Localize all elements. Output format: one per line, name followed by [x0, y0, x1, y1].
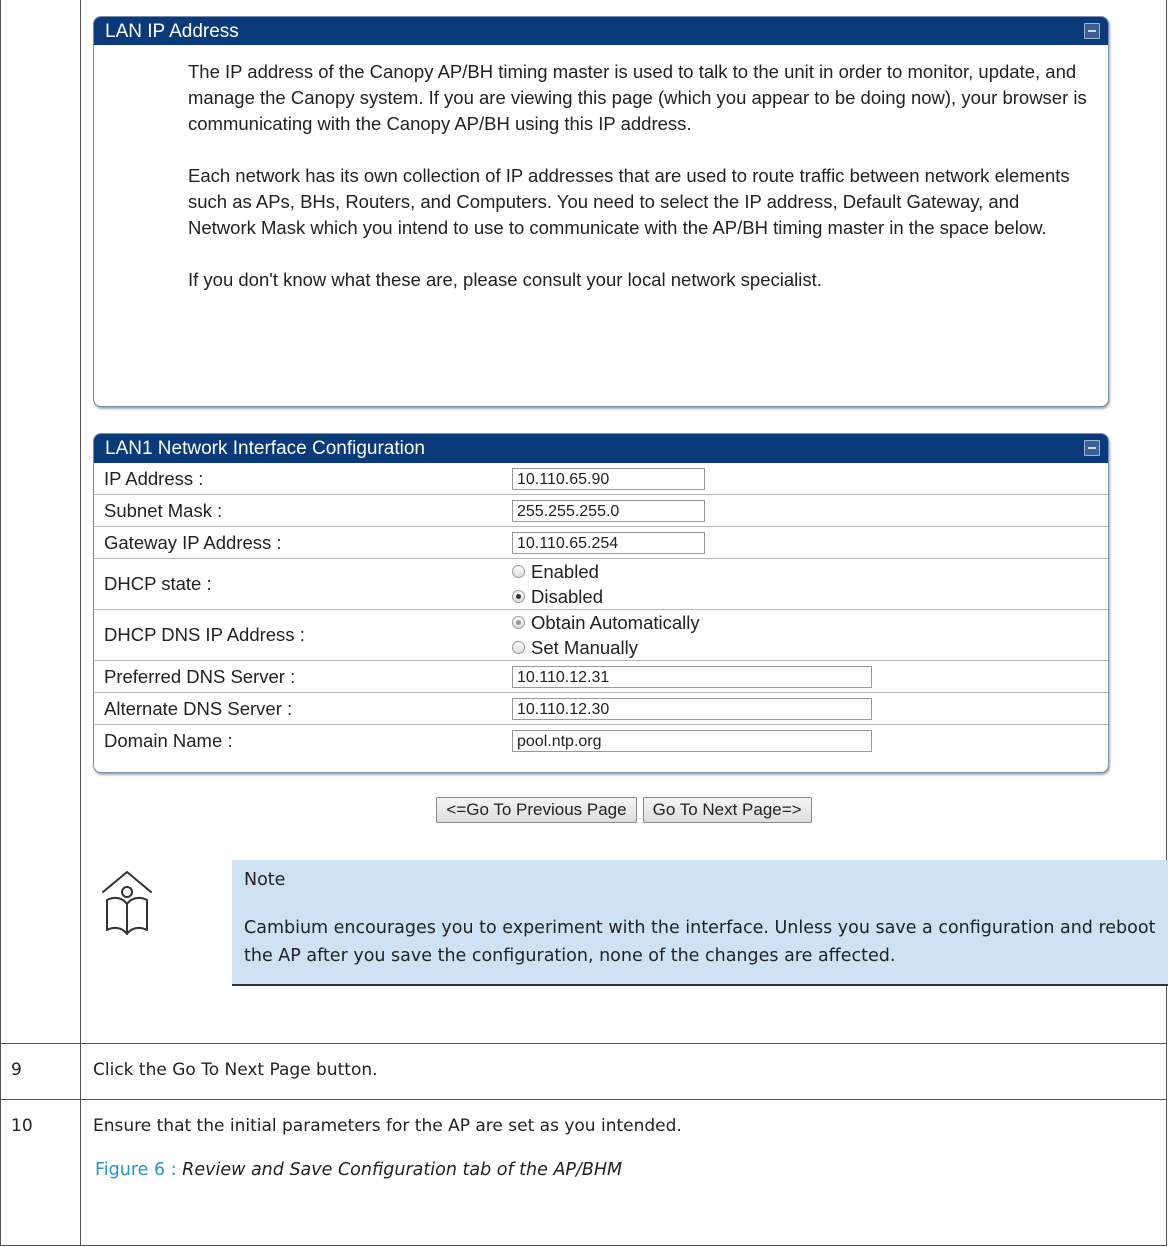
config-row-ip-address [94, 463, 1108, 495]
dhcp-enabled-option[interactable] [512, 559, 1108, 584]
config-table [94, 463, 1108, 756]
ip-address-input[interactable]: 10.110.65.90 [512, 468, 705, 490]
panel-header [94, 17, 1108, 45]
gateway-ip-input[interactable]: 10.110.65.254 [512, 532, 705, 554]
dns-obtain-automatically-option[interactable] [512, 610, 1108, 635]
field-label: Subnet Mask : [94, 495, 502, 527]
radio-button[interactable] [512, 565, 525, 578]
config-row-gateway [94, 527, 1108, 559]
lan-ip-panel [93, 16, 1109, 407]
navigation-buttons [81, 797, 1167, 823]
intro-paragraph: Each network has its own collection of IP addresses that are used to route traffic between network elements such as APs, BHs, Routers, and Computers. You need to select the IP address, Default Gateway, and Network Mask which you intend to use to communicate with the AP/BH timing master in the space below. [188, 165, 1070, 238]
field-label: DHCP DNS IP Address : [94, 610, 502, 661]
intro-text [94, 45, 1108, 309]
step-text: Click the Go To Next Page button. [81, 1044, 1167, 1100]
radio-label: Disabled [531, 585, 603, 607]
step-number-cell [1, 0, 81, 1044]
previous-page-button[interactable]: <=Go To Previous Page [436, 797, 636, 823]
field-label: Alternate DNS Server : [94, 693, 502, 725]
lan1-config-panel [93, 433, 1109, 773]
note-box [232, 860, 1168, 986]
field-label: IP Address : [94, 463, 502, 495]
panel-title: LAN IP Address [105, 21, 239, 42]
intro-paragraph: The IP address of the Canopy AP/BH timing master is used to talk to the unit in order to monitor, update, and manage the Canopy system. If you are viewing this page (which you appear to be doing now), your browser is communicating with the Canopy AP/BH using this IP address. [188, 61, 1087, 134]
next-page-button[interactable]: Go To Next Page=> [643, 797, 812, 823]
radio-button[interactable] [512, 641, 525, 654]
field-label: Preferred DNS Server : [94, 661, 502, 693]
intro-paragraph: If you don't know what these are, please consult your local network specialist. [188, 269, 822, 290]
step-number: 9 [1, 1044, 81, 1100]
step-content-cell [81, 0, 1167, 1044]
radio-button-selected[interactable] [512, 616, 525, 629]
step-row [1, 1100, 1167, 1246]
dns-set-manually-option[interactable] [512, 635, 1108, 660]
figure-caption-text: Review and Save Configuration tab of the AP/BHM [182, 1160, 623, 1180]
panel-title: LAN1 Network Interface Configuration [105, 438, 425, 459]
config-row-preferred-dns [94, 661, 1108, 693]
step-content [81, 1100, 1167, 1246]
alternate-dns-input[interactable]: 10.110.12.30 [512, 698, 872, 720]
config-row-domain-name [94, 725, 1108, 757]
note-body: Cambium encourages you to experiment with the interface. Unless you save a configuration and reboot the AP after you save the configuration, none of the changes are affected. [244, 918, 1156, 966]
preferred-dns-input[interactable]: 10.110.12.31 [512, 666, 872, 688]
step-number: 10 [1, 1100, 81, 1246]
radio-label: Set Manually [531, 636, 638, 658]
figure-caption-label: Figure 6 : [95, 1160, 177, 1180]
field-label: Gateway IP Address : [94, 527, 502, 559]
collapse-button[interactable] [1084, 23, 1100, 39]
note-title: Note [244, 870, 286, 890]
step-text: Ensure that the initial parameters for the AP are set as you intended. [93, 1116, 682, 1136]
step-row [1, 1044, 1167, 1100]
domain-name-input[interactable]: pool.ntp.org [512, 730, 872, 752]
config-row-dhcp-state [94, 559, 1108, 610]
book-info-icon [97, 868, 157, 938]
config-row-dhcp-dns [94, 610, 1108, 661]
radio-label: Enabled [531, 560, 599, 582]
figure-caption [95, 1160, 1166, 1180]
config-row-subnet-mask [94, 495, 1108, 527]
field-label: DHCP state : [94, 559, 502, 610]
panel-header [94, 434, 1108, 463]
screenshot-area [81, 0, 1166, 1043]
subnet-mask-input[interactable]: 255.255.255.0 [512, 500, 705, 522]
radio-label: Obtain Automatically [531, 611, 700, 633]
radio-button-selected[interactable] [512, 590, 525, 603]
config-row-alternate-dns [94, 693, 1108, 725]
dhcp-disabled-option[interactable] [512, 584, 1108, 609]
field-label: Domain Name : [104, 729, 233, 751]
collapse-button[interactable] [1084, 440, 1100, 456]
